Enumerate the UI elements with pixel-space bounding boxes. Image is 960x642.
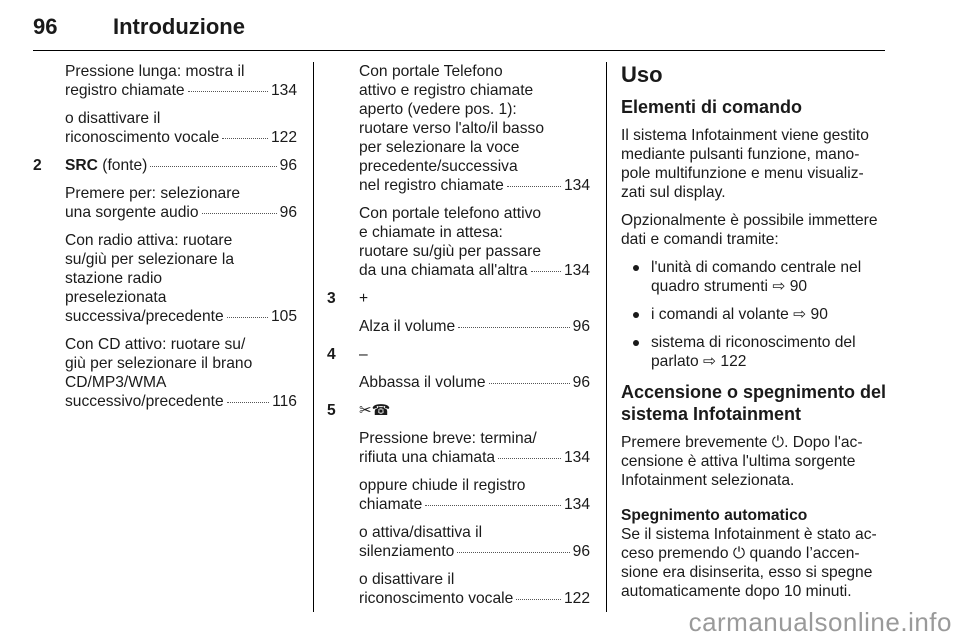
entry-last-line: registro chiamate 134: [65, 82, 297, 99]
entry-line: ruotare verso l'alto/il basso: [359, 120, 544, 137]
entry-line: su/giù per selezionare la: [65, 251, 235, 268]
entry-last-line: riconoscimento vocale 122: [65, 129, 297, 146]
item-1-continued: [33, 62, 297, 147]
entry-last-line: Alza il volume 96: [359, 318, 590, 335]
page-header: [33, 14, 885, 51]
entry: [359, 429, 590, 467]
entry-line: Pressione lunga: mostra il: [65, 63, 245, 80]
entry: [359, 204, 590, 280]
entry-line: attivo e registro chiamate: [359, 82, 534, 99]
item-number: 3: [327, 290, 336, 307]
entry-line: giù per selezionare il brano: [65, 355, 253, 372]
page-ref[interactable]: 116: [272, 393, 297, 410]
column-divider: [313, 62, 314, 612]
dot-leader: [188, 91, 268, 92]
list-item[interactable]: l'unità di comando centrale nel quadro strumenti ⇨ 90: [621, 258, 887, 296]
entry-last-line: da una chiamata all'altra 134: [359, 262, 590, 279]
entry: [359, 570, 590, 608]
minus-icon: –: [359, 346, 368, 363]
page-ref[interactable]: 122: [563, 590, 590, 607]
dot-leader: [222, 138, 268, 139]
bullet-list: [621, 258, 887, 371]
entry-line: o disattivare il: [65, 110, 161, 127]
entry-line: Con portale telefono attivo: [359, 205, 542, 222]
entry-line: CD/MP3/WMA: [65, 374, 167, 391]
entry-last-line: una sorgente audio 96: [65, 204, 297, 221]
paragraph: Se il sistema Infotainment è stato ac-ceso premendo ⏻ quando l’accen-sione era disinserita, esso si spegne automaticamente dopo 10 minuti.: [621, 526, 877, 600]
page-ref[interactable]: 105: [270, 308, 297, 325]
dot-leader: [202, 213, 277, 214]
entry-line: Pressione breve: termina/: [359, 430, 537, 447]
dot-leader: [489, 383, 570, 384]
page-ref[interactable]: 96: [572, 543, 590, 560]
entry-line: Premere per: selezionare: [65, 185, 241, 202]
item-5: [327, 401, 590, 608]
page-ref[interactable]: 96: [279, 204, 297, 221]
entry: [359, 523, 590, 561]
entry: [65, 335, 297, 411]
list-item[interactable]: sistema di riconoscimento del parlato ⇨ 122: [621, 333, 887, 371]
page-ref[interactable]: 134: [270, 82, 297, 99]
entry-line: ruotare su/giù per passare: [359, 243, 542, 260]
dot-leader: [227, 402, 269, 403]
page-ref[interactable]: 96: [572, 374, 590, 391]
dot-leader: [498, 458, 561, 459]
entry-last-line: Abbassa il volume 96: [359, 374, 590, 391]
item-2: [33, 156, 297, 411]
section-title: Uso: [621, 62, 663, 87]
column-1: [33, 62, 297, 411]
entry-last-line: successiva/precedente 105: [65, 308, 297, 325]
entry-line: e chiamate in attesa:: [359, 224, 503, 241]
entry-line: per selezionare la voce: [359, 139, 520, 156]
dot-leader: [457, 552, 569, 553]
entry-line: o attiva/disattiva il: [359, 524, 483, 541]
watermark: carmanualsonline.info: [688, 607, 952, 637]
entry-line: stazione radio: [65, 270, 163, 287]
column-divider: [606, 62, 607, 612]
entry-last-line: rifiuta una chiamata 134: [359, 449, 590, 466]
entry-last-line: silenziamento 96: [359, 543, 590, 560]
entry-line: o disattivare il: [359, 571, 455, 588]
dot-leader: [531, 271, 561, 272]
entry: [65, 184, 297, 222]
chapter-title: Introduzione: [113, 14, 245, 39]
section-subtitle: Elementi di comando: [621, 97, 803, 117]
entry-last-line: riconoscimento vocale 122: [359, 590, 590, 607]
entry: [65, 62, 297, 100]
item-1-continued: [327, 62, 590, 280]
page-ref[interactable]: 134: [563, 496, 590, 513]
page-ref[interactable]: 122: [270, 129, 297, 146]
entry-last-line: chiamate 134: [359, 496, 590, 513]
page-ref[interactable]: 96: [279, 157, 297, 174]
item-4: [327, 345, 590, 392]
dot-leader: [227, 317, 268, 318]
column-3: [621, 62, 887, 610]
entry-last-line: nel registro chiamate 134: [359, 177, 590, 194]
entry-line: Con radio attiva: ruotare: [65, 232, 233, 249]
item-label: SRC (fonte) 96: [65, 157, 297, 174]
page-ref[interactable]: 96: [572, 318, 590, 335]
page-ref[interactable]: 134: [563, 177, 590, 194]
subheading: Spegnimento automatico: [621, 507, 808, 524]
paragraph: Il sistema Infotainment viene gestito mediante pulsanti funzione, mano-pole multifunzione e menu visualiz-zati sul display.: [621, 127, 869, 201]
dot-leader: [516, 599, 561, 600]
page-number: 96: [33, 14, 58, 39]
item-number: 2: [33, 157, 42, 174]
entry-line: Con portale Telefono: [359, 63, 503, 80]
page-ref[interactable]: 134: [563, 449, 590, 466]
entry-line: oppure chiude il registro: [359, 477, 526, 494]
entry-last-line: successivo/precedente 116: [65, 393, 297, 410]
paragraph: Premere brevemente ⏻. Dopo l'ac-censione è attiva l'ultima sorgente Infotainment selezionata.: [621, 434, 863, 489]
dot-leader: [150, 166, 276, 167]
entry-line: preselezionata: [65, 289, 167, 306]
dot-leader: [425, 505, 561, 506]
entry-line: precedente/successiva: [359, 158, 518, 175]
mute-hangup-icon: ✂☎: [359, 402, 391, 419]
item-number: 4: [327, 346, 336, 363]
entry: [65, 109, 297, 147]
page-ref[interactable]: 134: [563, 262, 590, 279]
item-number: 5: [327, 402, 336, 419]
section-subtitle: Accensione o spegnimento del sistema Infotainment: [621, 382, 887, 424]
entry: [65, 231, 297, 326]
list-item[interactable]: i comandi al volante ⇨ 90: [621, 305, 887, 324]
dot-leader: [507, 186, 561, 187]
entry: [359, 62, 590, 195]
entry-line: Con CD attivo: ruotare su/: [65, 336, 246, 353]
item-3: [327, 289, 590, 336]
entry: [359, 476, 590, 514]
paragraph: Opzionalmente è possibile immettere dati e comandi tramite:: [621, 212, 878, 248]
plus-icon: +: [359, 290, 369, 307]
dot-leader: [458, 327, 569, 328]
entry-line: aperto (vedere pos. 1):: [359, 101, 517, 118]
column-2: [327, 62, 590, 608]
